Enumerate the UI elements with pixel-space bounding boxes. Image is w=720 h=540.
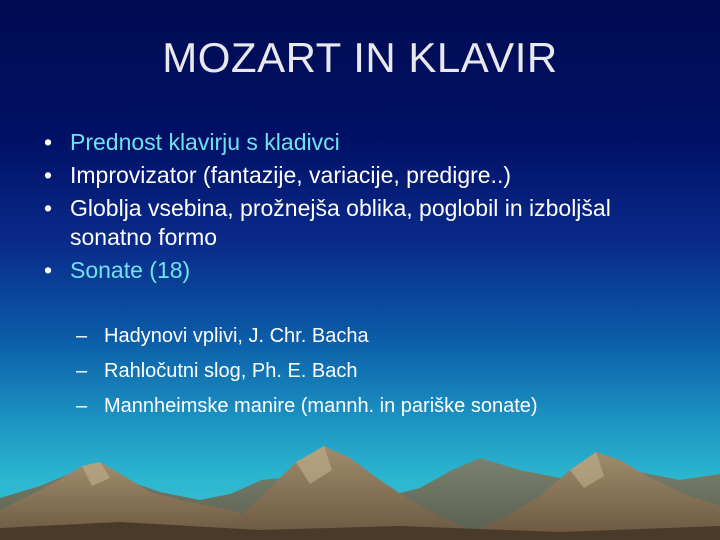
bullet-list: [44, 128, 684, 289]
bullet-item: [44, 256, 684, 285]
bullet-item: [44, 128, 684, 157]
bullet-text: Prednost klavirju s kladivci: [70, 129, 340, 155]
sub-bullet-text: Rahločutni slog, Ph. E. Bach: [104, 360, 358, 382]
sub-bullet-text: Mannheimske manire (mannh. in pariške sonate): [104, 395, 538, 417]
dash-icon: –: [76, 360, 88, 382]
sub-bullet-list: [76, 324, 696, 429]
sub-bullet-item: [76, 359, 696, 384]
dash-icon: –: [76, 395, 88, 417]
bullet-icon: •: [44, 129, 53, 155]
sub-bullet-item: [76, 394, 696, 419]
bullet-icon: •: [44, 257, 53, 283]
bullet-text: Sonate (18): [70, 257, 191, 283]
dash-icon: –: [76, 325, 88, 347]
bullet-text: Globlja vsebina, prožnejša oblika, poglobil in izboljšal sonatno formo: [70, 195, 611, 250]
sub-bullet-text: Hadynovi vplivi, J. Chr. Bacha: [104, 325, 369, 347]
slide-title: MOZART IN KLAVIR: [162, 34, 558, 81]
bullet-item: [44, 194, 684, 252]
bullet-icon: •: [44, 162, 53, 188]
bullet-icon: •: [44, 195, 53, 221]
bullet-item: [44, 161, 684, 190]
bullet-text: Improvizator (fantazije, variacije, predigre..): [70, 162, 511, 188]
sub-bullet-item: [76, 324, 696, 349]
